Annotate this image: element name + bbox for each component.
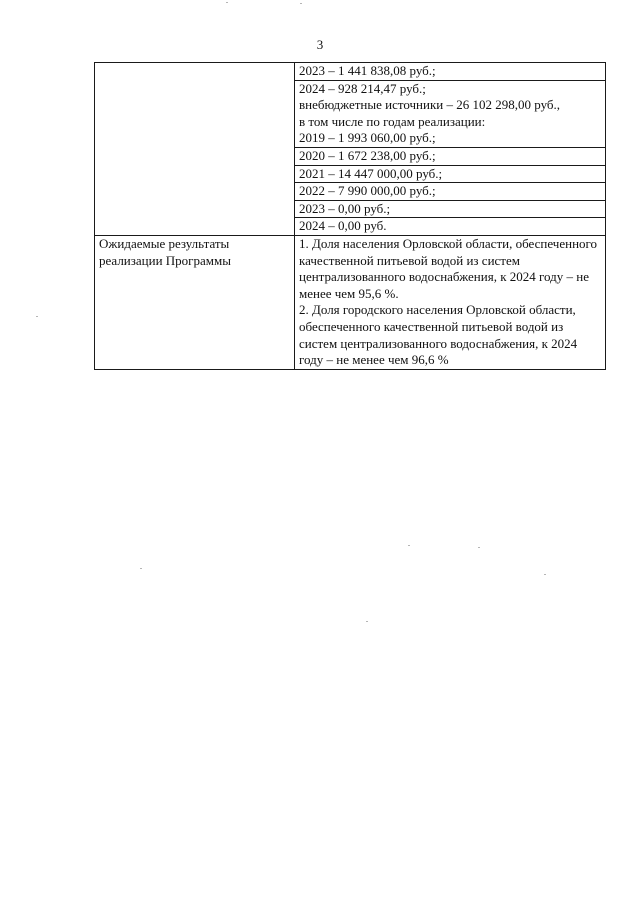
funding-line-2024: 2024 – 0,00 руб.	[299, 218, 387, 234]
scan-speck	[478, 547, 480, 548]
scan-speck	[36, 316, 38, 317]
funding-line-2023: 2023 – 0,00 руб.;	[295, 201, 605, 219]
scan-speck	[140, 568, 142, 569]
table-row-expected-results	[95, 235, 606, 369]
program-passport-table	[94, 62, 606, 370]
scan-speck	[300, 3, 302, 4]
expected-result-item-2: 2. Доля городского населения Орловской области, обеспеченного качественной питьевой водой из систем централизованного водоснабжения, к 2024 году – не менее чем 96,6 %	[299, 302, 578, 368]
page-number: 3	[316, 37, 324, 52]
table-cell-label	[95, 63, 295, 236]
funding-line-2022: 2022 – 7 990 000,00 руб.;	[295, 183, 605, 201]
funding-line-2023-budget: 2023 – 1 441 838,08 руб.;	[295, 63, 605, 81]
table-row-funding-continued	[95, 63, 606, 236]
funding-line-2019: 2019 – 1 993 060,00 руб.;	[295, 130, 605, 148]
scan-speck	[366, 621, 368, 622]
scan-speck	[226, 2, 228, 3]
scan-speck	[544, 574, 546, 575]
expected-results-value	[295, 235, 606, 369]
scan-speck	[408, 545, 410, 546]
funding-line-2020: 2020 – 1 672 238,00 руб.;	[295, 148, 605, 166]
expected-result-item-1: 1. Доля населения Орловской области, обеспеченного качественной питьевой водой из систем централизованного водоснабжения, к 2024 году – не менее чем 95,6 %.	[299, 235, 598, 301]
funding-line-2024-budget: 2024 – 928 214,47 руб.;	[299, 80, 426, 96]
funding-line-extrabudgetary-total: внебюджетные источники – 26 102 298,00 руб.,	[299, 97, 561, 113]
funding-line-2021: 2021 – 14 447 000,00 руб.;	[295, 166, 605, 184]
table-cell-value	[295, 63, 606, 236]
funding-line-by-years-heading: в том числе по годам реализации:	[299, 113, 486, 129]
expected-results-label: Ожидаемые результаты реализации Программы	[95, 235, 295, 369]
